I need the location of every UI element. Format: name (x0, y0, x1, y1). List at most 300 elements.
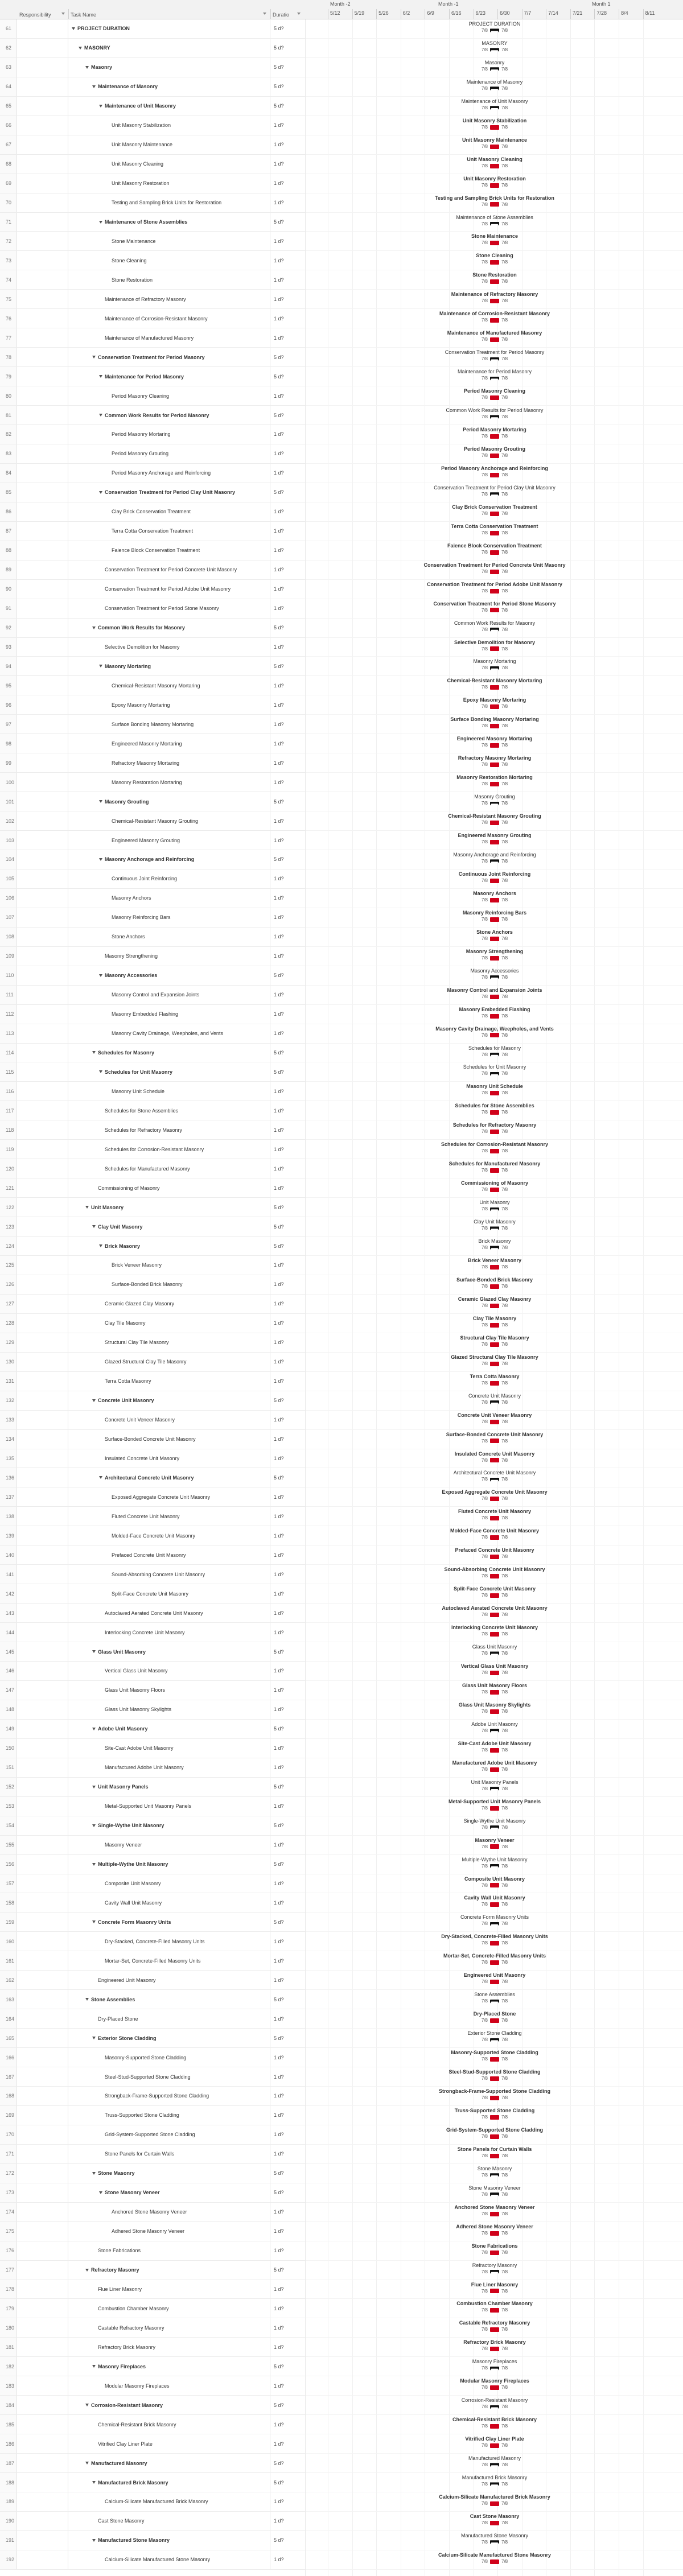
task-name-cell[interactable] (68, 947, 270, 966)
duration-cell[interactable]: 1 d? (274, 1571, 284, 1577)
responsibility-cell[interactable] (17, 1159, 68, 1178)
duration-cell[interactable]: 1 d? (274, 2324, 284, 2331)
duration-cell[interactable]: 1 d? (274, 1262, 284, 1268)
sort-down-icon[interactable] (263, 13, 266, 15)
summary-task-row[interactable] (0, 1198, 306, 1217)
task-name-cell[interactable] (68, 1855, 270, 1874)
summary-bar[interactable] (490, 628, 499, 632)
duration-cell[interactable]: 5 d? (274, 2190, 284, 2196)
task-name-cell[interactable] (68, 2106, 270, 2125)
task-bar[interactable] (490, 145, 499, 149)
task-bar[interactable] (490, 2289, 499, 2293)
summary-bar[interactable] (490, 2038, 499, 2042)
task-bar[interactable] (490, 1844, 499, 1849)
responsibility-cell[interactable] (17, 2106, 68, 2125)
column-header-responsibility[interactable]: Responsibility (19, 12, 51, 18)
task-name-cell[interactable] (68, 715, 270, 733)
task-bar[interactable] (490, 2308, 499, 2313)
responsibility-cell[interactable] (17, 1487, 68, 1506)
task-name-cell[interactable] (68, 39, 270, 57)
responsibility-cell[interactable] (17, 831, 68, 850)
responsibility-cell[interactable] (17, 2473, 68, 2492)
task-bar[interactable] (490, 782, 499, 786)
responsibility-cell[interactable] (17, 1314, 68, 1333)
duration-cell[interactable]: 1 d? (274, 605, 284, 612)
task-bar[interactable] (490, 2134, 499, 2139)
task-bar[interactable] (490, 2076, 499, 2081)
responsibility-cell[interactable] (17, 2241, 68, 2260)
task-row[interactable] (0, 2415, 306, 2434)
summary-task-row[interactable] (0, 1237, 306, 1256)
sort-down-icon[interactable] (297, 13, 301, 15)
duration-cell[interactable]: 1 d? (274, 1127, 284, 1133)
duration-cell[interactable]: 1 d? (274, 238, 284, 244)
task-bar[interactable] (490, 395, 499, 400)
collapse-toggle-icon[interactable] (99, 1476, 102, 1479)
duration-cell[interactable]: 1 d? (274, 296, 284, 302)
task-row[interactable] (0, 715, 306, 734)
responsibility-cell[interactable] (17, 1333, 68, 1352)
task-bar[interactable] (490, 2212, 499, 2216)
task-name-cell[interactable] (68, 2261, 270, 2280)
task-row[interactable] (0, 502, 306, 522)
duration-cell[interactable]: 1 d? (274, 1899, 284, 1906)
task-row[interactable] (0, 1681, 306, 1700)
duration-cell[interactable]: 5 d? (274, 412, 284, 418)
summary-bar[interactable] (490, 1729, 499, 1733)
task-row[interactable] (0, 1604, 306, 1623)
task-name-cell[interactable] (68, 348, 270, 366)
task-bar[interactable] (490, 512, 499, 516)
task-name-cell[interactable] (68, 2183, 270, 2202)
collapse-toggle-icon[interactable] (99, 858, 102, 861)
task-name-cell[interactable] (68, 811, 270, 830)
duration-cell[interactable]: 1 d? (274, 200, 284, 206)
task-row[interactable] (0, 1082, 306, 1101)
responsibility-cell[interactable] (17, 39, 68, 57)
responsibility-cell[interactable] (17, 850, 68, 869)
duration-cell[interactable]: 1 d? (274, 1281, 284, 1288)
task-bar[interactable] (490, 260, 499, 265)
collapse-toggle-icon[interactable] (92, 1920, 96, 1923)
responsibility-cell[interactable] (17, 2183, 68, 2202)
task-name-cell[interactable] (68, 270, 270, 289)
collapse-toggle-icon[interactable] (92, 1786, 96, 1788)
task-name-cell[interactable] (68, 290, 270, 308)
summary-task-row[interactable] (0, 2454, 306, 2473)
task-bar[interactable] (490, 1671, 499, 1675)
responsibility-cell[interactable] (17, 1990, 68, 2009)
task-row[interactable] (0, 135, 306, 155)
task-bar[interactable] (490, 318, 499, 323)
collapse-toggle-icon[interactable] (85, 2404, 89, 2406)
duration-cell[interactable]: 5 d? (274, 1069, 284, 1075)
task-name-cell[interactable] (68, 1990, 270, 2009)
task-row[interactable] (0, 232, 306, 251)
task-row[interactable] (0, 2048, 306, 2067)
task-row[interactable] (0, 1005, 306, 1024)
collapse-toggle-icon[interactable] (92, 2539, 96, 2542)
responsibility-cell[interactable] (17, 1739, 68, 1758)
task-bar[interactable] (490, 704, 499, 709)
task-name-cell[interactable] (68, 1372, 270, 1391)
task-name-cell[interactable] (68, 1971, 270, 1989)
responsibility-cell[interactable] (17, 2454, 68, 2472)
task-bar[interactable] (490, 1420, 499, 1424)
task-bar[interactable] (490, 685, 499, 690)
responsibility-cell[interactable] (17, 1584, 68, 1603)
duration-cell[interactable]: 1 d? (274, 470, 284, 476)
responsibility-cell[interactable] (17, 1044, 68, 1062)
task-bar[interactable] (490, 1902, 499, 1907)
duration-cell[interactable]: 1 d? (274, 953, 284, 959)
task-row[interactable] (0, 1275, 306, 1295)
task-row[interactable] (0, 444, 306, 464)
duration-cell[interactable]: 1 d? (274, 1456, 284, 1461)
task-bar[interactable] (490, 1941, 499, 1946)
responsibility-cell[interactable] (17, 1913, 68, 1931)
responsibility-cell[interactable] (17, 386, 68, 405)
task-row[interactable] (0, 1700, 306, 1720)
task-row[interactable] (0, 1449, 306, 1469)
duration-cell[interactable]: 1 d? (274, 2054, 284, 2060)
duration-cell[interactable]: 1 d? (274, 122, 284, 129)
summary-bar[interactable] (490, 1651, 499, 1655)
responsibility-cell[interactable] (17, 560, 68, 579)
task-name-cell[interactable] (68, 1526, 270, 1545)
task-name-cell[interactable] (68, 2087, 270, 2105)
duration-cell[interactable]: 5 d? (274, 1823, 284, 1829)
collapse-toggle-icon[interactable] (99, 414, 102, 417)
summary-task-row[interactable] (0, 966, 306, 986)
task-row[interactable] (0, 580, 306, 599)
responsibility-cell[interactable] (17, 1082, 68, 1101)
task-bar[interactable] (490, 2424, 499, 2429)
duration-cell[interactable]: 1 d? (274, 992, 284, 998)
summary-task-row[interactable] (0, 792, 306, 811)
task-row[interactable] (0, 116, 306, 135)
task-row[interactable] (0, 1487, 306, 1507)
task-row[interactable] (0, 2125, 306, 2145)
task-row[interactable] (0, 2067, 306, 2087)
summary-task-row[interactable] (0, 2164, 306, 2183)
task-row[interactable] (0, 386, 306, 406)
task-row[interactable] (0, 1951, 306, 1971)
responsibility-cell[interactable] (17, 1353, 68, 1371)
duration-cell[interactable]: 1 d? (274, 1165, 284, 1172)
task-name-cell[interactable] (68, 1662, 270, 1680)
task-bar[interactable] (490, 1574, 499, 1578)
summary-task-row[interactable] (0, 1913, 306, 1932)
task-bar[interactable] (490, 1497, 499, 1501)
task-name-cell[interactable] (68, 2222, 270, 2241)
task-name-cell[interactable] (68, 908, 270, 927)
responsibility-cell[interactable] (17, 1971, 68, 1989)
responsibility-cell[interactable] (17, 444, 68, 463)
duration-cell[interactable]: 1 d? (274, 1146, 284, 1152)
task-name-cell[interactable] (68, 753, 270, 772)
task-row[interactable] (0, 2550, 306, 2570)
duration-cell[interactable]: 1 d? (274, 277, 284, 283)
task-bar[interactable] (490, 1130, 499, 1134)
task-name-cell[interactable] (68, 1430, 270, 1449)
task-row[interactable] (0, 986, 306, 1005)
task-bar[interactable] (490, 1806, 499, 1811)
task-bar[interactable] (490, 531, 499, 535)
duration-cell[interactable]: 5 d? (274, 1919, 284, 1925)
summary-bar[interactable] (490, 28, 499, 32)
task-row[interactable] (0, 1836, 306, 1855)
task-bar[interactable] (490, 1883, 499, 1887)
duration-cell[interactable]: 1 d? (274, 644, 284, 650)
summary-bar[interactable] (490, 975, 499, 979)
responsibility-cell[interactable] (17, 309, 68, 328)
task-name-cell[interactable] (68, 1024, 270, 1043)
collapse-toggle-icon[interactable] (92, 1728, 96, 1730)
collapse-toggle-icon[interactable] (92, 1824, 96, 1827)
responsibility-cell[interactable] (17, 1874, 68, 1893)
duration-cell[interactable]: 5 d? (274, 103, 284, 109)
summary-bar[interactable] (490, 1226, 499, 1230)
task-row[interactable] (0, 831, 306, 850)
task-row[interactable] (0, 2280, 306, 2299)
duration-cell[interactable]: 5 d? (274, 663, 284, 669)
task-name-cell[interactable] (68, 1159, 270, 1178)
task-bar[interactable] (490, 917, 499, 922)
task-row[interactable] (0, 1797, 306, 1816)
task-name-cell[interactable] (68, 444, 270, 463)
duration-cell[interactable]: 1 d? (274, 1803, 284, 1810)
task-name-cell[interactable] (68, 676, 270, 695)
task-name-cell[interactable] (68, 155, 270, 174)
task-name-cell[interactable] (68, 695, 270, 714)
responsibility-cell[interactable] (17, 213, 68, 232)
task-name-cell[interactable] (68, 1893, 270, 1912)
responsibility-cell[interactable] (17, 2125, 68, 2144)
responsibility-cell[interactable] (17, 97, 68, 116)
responsibility-cell[interactable] (17, 1217, 68, 1236)
collapse-toggle-icon[interactable] (92, 2037, 96, 2039)
task-row[interactable] (0, 908, 306, 928)
duration-cell[interactable]: 1 d? (274, 2344, 284, 2350)
responsibility-cell[interactable] (17, 483, 68, 502)
duration-cell[interactable]: 1 d? (274, 2286, 284, 2292)
duration-cell[interactable]: 1 d? (274, 431, 284, 438)
duration-cell[interactable]: 1 d? (274, 1707, 284, 1713)
responsibility-cell[interactable] (17, 290, 68, 308)
task-row[interactable] (0, 174, 306, 193)
responsibility-cell[interactable] (17, 619, 68, 637)
task-name-cell[interactable] (68, 116, 270, 135)
task-name-cell[interactable] (68, 2203, 270, 2221)
task-bar[interactable] (490, 1767, 499, 1772)
task-name-cell[interactable] (68, 2318, 270, 2337)
task-name-cell[interactable] (68, 1642, 270, 1661)
task-row[interactable] (0, 1584, 306, 1604)
task-bar[interactable] (490, 1284, 499, 1289)
responsibility-cell[interactable] (17, 2550, 68, 2569)
responsibility-cell[interactable] (17, 1256, 68, 1275)
task-row[interactable] (0, 2512, 306, 2531)
task-row[interactable] (0, 695, 306, 715)
task-name-cell[interactable] (68, 2164, 270, 2183)
task-name-cell[interactable] (68, 1314, 270, 1333)
duration-cell[interactable]: 5 d? (274, 489, 284, 496)
summary-bar[interactable] (490, 1246, 499, 1250)
collapse-toggle-icon[interactable] (99, 491, 102, 494)
summary-task-row[interactable] (0, 1062, 306, 1082)
task-bar[interactable] (490, 763, 499, 767)
duration-cell[interactable]: 1 d? (274, 876, 284, 882)
responsibility-cell[interactable] (17, 251, 68, 270)
duration-cell[interactable]: 1 d? (274, 1301, 284, 1307)
task-name-cell[interactable] (68, 2029, 270, 2047)
duration-cell[interactable]: 1 d? (274, 1532, 284, 1539)
responsibility-cell[interactable] (17, 2087, 68, 2105)
summary-bar[interactable] (490, 802, 499, 806)
duration-cell[interactable]: 1 d? (274, 760, 284, 766)
duration-cell[interactable]: 1 d? (274, 451, 284, 457)
collapse-toggle-icon[interactable] (92, 85, 96, 88)
task-row[interactable] (0, 2087, 306, 2106)
task-row[interactable] (0, 1295, 306, 1314)
task-name-cell[interactable] (68, 541, 270, 560)
responsibility-cell[interactable] (17, 1372, 68, 1391)
task-bar[interactable] (490, 1323, 499, 1328)
responsibility-cell[interactable] (17, 2434, 68, 2453)
summary-bar[interactable] (490, 1053, 499, 1057)
task-bar[interactable] (490, 2251, 499, 2255)
task-name-cell[interactable] (68, 1140, 270, 1159)
task-name-cell[interactable] (68, 1044, 270, 1062)
duration-cell[interactable]: 1 d? (274, 895, 284, 901)
task-name-cell[interactable] (68, 367, 270, 386)
task-row[interactable] (0, 251, 306, 270)
duration-cell[interactable]: 1 d? (274, 2421, 284, 2427)
duration-cell[interactable]: 5 d? (274, 798, 284, 805)
responsibility-cell[interactable] (17, 1855, 68, 1874)
task-name-cell[interactable] (68, 2067, 270, 2086)
task-bar[interactable] (490, 1458, 499, 1462)
responsibility-cell[interactable] (17, 2048, 68, 2067)
task-name-cell[interactable] (68, 1256, 270, 1275)
duration-cell[interactable]: 1 d? (274, 934, 284, 940)
responsibility-cell[interactable] (17, 2376, 68, 2395)
responsibility-cell[interactable] (17, 155, 68, 174)
summary-bar[interactable] (490, 2270, 499, 2274)
duration-cell[interactable]: 1 d? (274, 1088, 284, 1094)
responsibility-cell[interactable] (17, 1468, 68, 1487)
responsibility-cell[interactable] (17, 811, 68, 830)
responsibility-cell[interactable] (17, 2009, 68, 2028)
task-bar[interactable] (490, 2559, 499, 2564)
task-row[interactable] (0, 541, 306, 560)
responsibility-cell[interactable] (17, 580, 68, 599)
responsibility-cell[interactable] (17, 1720, 68, 1738)
responsibility-cell[interactable] (17, 1005, 68, 1024)
task-row[interactable] (0, 2203, 306, 2222)
summary-task-row[interactable] (0, 1642, 306, 1662)
task-name-cell[interactable] (68, 58, 270, 77)
responsibility-cell[interactable] (17, 116, 68, 135)
summary-bar[interactable] (490, 1478, 499, 1482)
collapse-toggle-icon[interactable] (99, 974, 102, 977)
task-row[interactable] (0, 270, 306, 290)
task-name-cell[interactable] (68, 1353, 270, 1371)
duration-cell[interactable]: 1 d? (274, 2248, 284, 2254)
task-bar[interactable] (490, 1516, 499, 1520)
duration-cell[interactable]: 1 d? (274, 682, 284, 689)
responsibility-cell[interactable] (17, 638, 68, 657)
task-bar[interactable] (490, 164, 499, 168)
task-bar[interactable] (490, 589, 499, 593)
responsibility-cell[interactable] (17, 1120, 68, 1139)
task-row[interactable] (0, 1353, 306, 1372)
task-name-cell[interactable] (68, 599, 270, 618)
task-name-cell[interactable] (68, 850, 270, 869)
task-bar[interactable] (490, 995, 499, 999)
responsibility-cell[interactable] (17, 2261, 68, 2280)
task-name-cell[interactable] (68, 2492, 270, 2511)
task-name-cell[interactable] (68, 1507, 270, 1526)
task-row[interactable] (0, 2376, 306, 2396)
task-row[interactable] (0, 1623, 306, 1642)
responsibility-cell[interactable] (17, 1893, 68, 1912)
task-bar[interactable] (490, 879, 499, 883)
task-name-cell[interactable] (68, 1874, 270, 1893)
duration-cell[interactable]: 1 d? (274, 1957, 284, 1964)
task-name-cell[interactable] (68, 1584, 270, 1603)
task-bar[interactable] (490, 2347, 499, 2351)
collapse-toggle-icon[interactable] (92, 1051, 96, 1054)
duration-cell[interactable]: 1 d? (274, 335, 284, 341)
summary-bar[interactable] (490, 1400, 499, 1404)
responsibility-cell[interactable] (17, 1816, 68, 1835)
responsibility-cell[interactable] (17, 947, 68, 966)
duration-cell[interactable]: 1 d? (274, 2151, 284, 2157)
duration-cell[interactable]: 5 d? (274, 1204, 284, 1210)
task-name-cell[interactable] (68, 2434, 270, 2453)
responsibility-cell[interactable] (17, 406, 68, 424)
task-name-cell[interactable] (68, 2512, 270, 2530)
summary-task-row[interactable] (0, 2357, 306, 2376)
task-row[interactable] (0, 2338, 306, 2357)
collapse-toggle-icon[interactable] (92, 1399, 96, 1402)
responsibility-cell[interactable] (17, 753, 68, 772)
responsibility-cell[interactable] (17, 1507, 68, 1526)
task-name-cell[interactable] (68, 251, 270, 270)
task-bar[interactable] (490, 1033, 499, 1037)
task-row[interactable] (0, 328, 306, 348)
task-bar[interactable] (490, 2443, 499, 2448)
summary-bar[interactable] (490, 2405, 499, 2409)
summary-bar[interactable] (490, 1922, 499, 1926)
task-name-cell[interactable] (68, 2048, 270, 2067)
task-name-cell[interactable] (68, 1005, 270, 1024)
responsibility-cell[interactable] (17, 1198, 68, 1217)
responsibility-cell[interactable] (17, 1275, 68, 1294)
duration-cell[interactable]: 5 d? (274, 2479, 284, 2486)
task-name-cell[interactable] (68, 1739, 270, 1758)
duration-cell[interactable]: 5 d? (274, 219, 284, 225)
responsibility-cell[interactable] (17, 367, 68, 386)
task-bar[interactable] (490, 1980, 499, 1984)
summary-task-row[interactable] (0, 1217, 306, 1237)
collapse-toggle-icon[interactable] (99, 800, 102, 803)
summary-bar[interactable] (490, 48, 499, 52)
duration-cell[interactable]: 1 d? (274, 2305, 284, 2311)
duration-cell[interactable]: 1 d? (274, 1320, 284, 1326)
